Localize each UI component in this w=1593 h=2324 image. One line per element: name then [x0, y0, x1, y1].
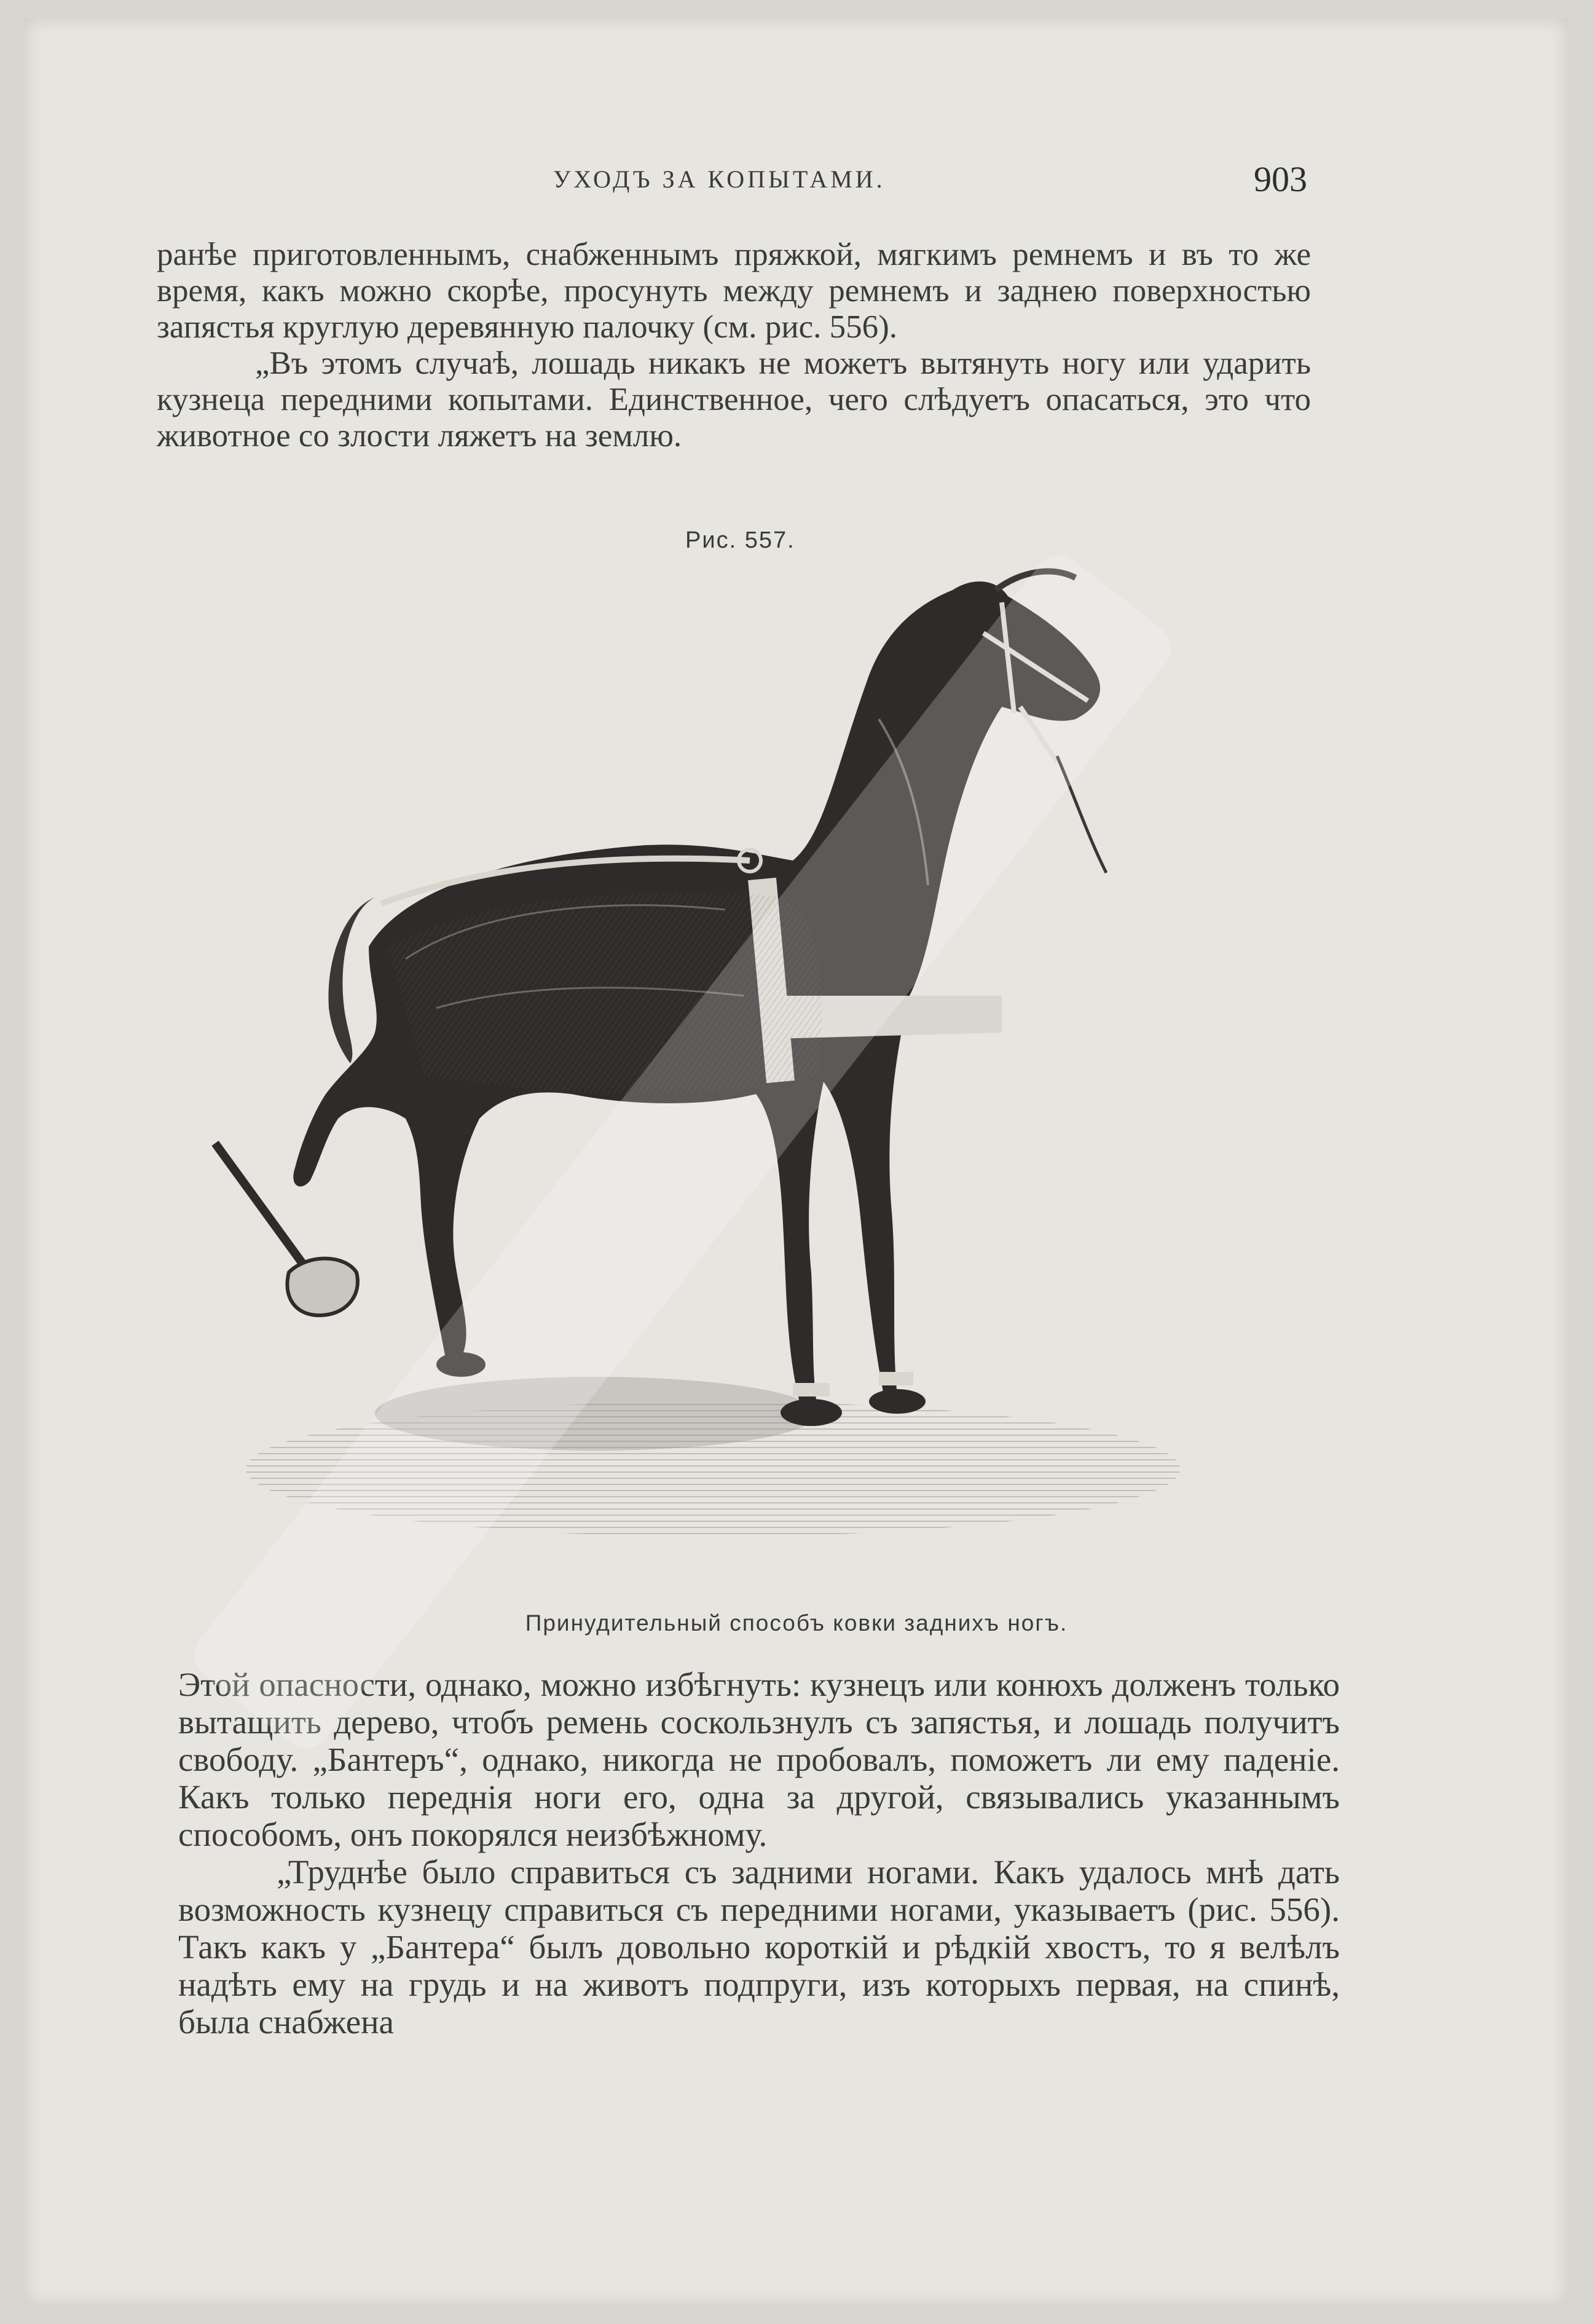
- horse-engraving-figure: [203, 565, 1303, 1567]
- horse-tail: [328, 897, 375, 1063]
- paragraph: ранѣе приготовленнымъ, снабженнымъ пряжкой, мягкимъ ремнемъ и въ то же время, какъ можно скорѣе, просунуть между ремнемъ и заднею поверхностью запястья круглую деревянную палочку (см. рис. 556).: [157, 237, 1311, 345]
- lifted-hoof: [287, 1259, 357, 1316]
- figure-caption: Принудительный способъ ковки заднихъ ногъ.: [525, 1610, 1068, 1636]
- running-head: УХОДЪ ЗА КОПЫТАМИ.: [553, 165, 886, 193]
- bottom-text-block: [178, 1666, 1340, 2041]
- hoof: [436, 1352, 486, 1377]
- top-text-block: [157, 237, 1311, 454]
- hoof: [869, 1389, 926, 1414]
- paragraph: Этой опасности, однако, можно избѣгнуть: кузнецъ или конюхъ долженъ только вытащить дерево, чтобъ ремень соскользнулъ съ запястья, и лошадь получитъ свободу. „Бантеръ“, однако, никогда не пробовалъ, поможетъ ли ему паденіе. Какъ только переднія ноги его, одна за другой, связывались указаннымъ способомъ, онъ покорялся неизбѣжному.: [178, 1666, 1340, 1853]
- paragraph: „Труднѣе было справиться съ задними ногами. Какъ удалось мнѣ дать возможность кузнецу справиться съ передними ногами, указываетъ (рис. 556). Такъ какъ у „Бантера“ былъ довольно короткій и рѣдкій хвостъ, то я велѣлъ надѣть ему на грудь и на животъ подпруги, изъ которыхъ первая, на спинѣ, была снабжена: [178, 1853, 1340, 2041]
- page-number: 903: [1254, 159, 1307, 199]
- figure-label: Рис. 557.: [685, 527, 795, 553]
- paragraph: „Въ этомъ случаѣ, лошадь никакъ не можетъ вытянуть ногу или ударить кузнеца передними копытами. Единственное, чего слѣдуетъ опасаться, это что животное со злости ляжетъ на землю.: [157, 345, 1311, 454]
- hoof: [781, 1399, 842, 1426]
- reins: [1057, 756, 1106, 873]
